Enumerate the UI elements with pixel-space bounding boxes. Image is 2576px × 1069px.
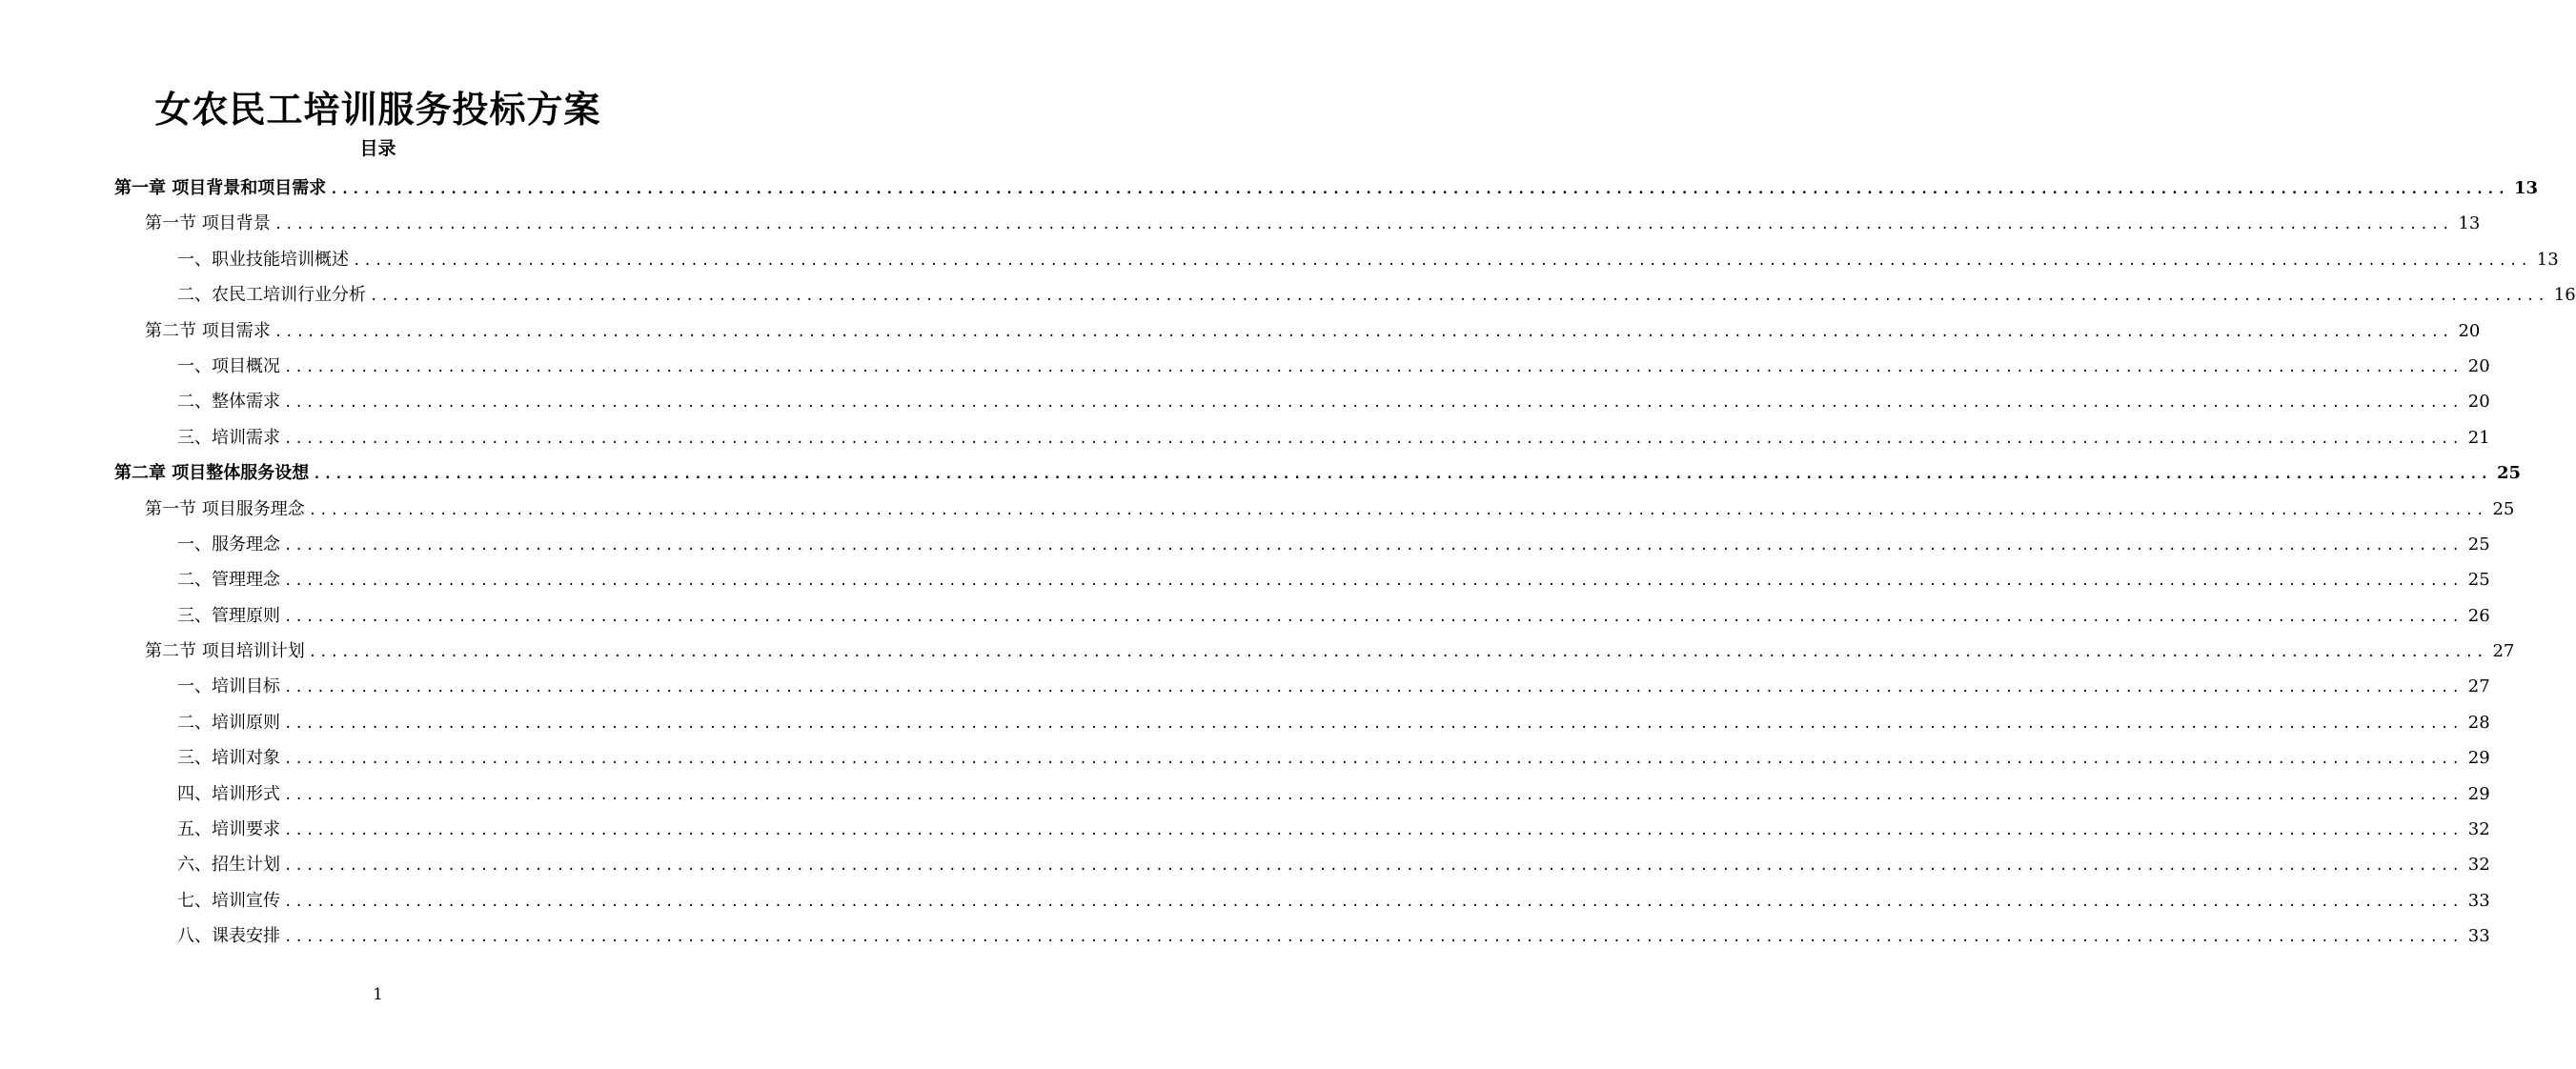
toc-leader-dots: ........................................................................................................................................................................................................ bbox=[353, 252, 2531, 269]
toc-entry-page: 33 bbox=[2467, 926, 2490, 947]
toc-entry-label: 七、培训宣传 bbox=[177, 890, 280, 911]
toc-entry-label: 八、课表安排 bbox=[177, 926, 280, 947]
toc-leader-dots: ........................................................................................................................................................................................................ bbox=[274, 324, 2453, 340]
toc-entry[interactable] bbox=[0, 242, 2559, 277]
toc-entry-page: 33 bbox=[2467, 890, 2490, 911]
toc-entry-label: 第二节 项目培训计划 bbox=[145, 641, 305, 662]
toc-entry[interactable] bbox=[0, 812, 2490, 847]
toc-leader-dots: ........................................................................................................................................................................................................ bbox=[284, 395, 2463, 412]
document-title: 女农民工培训服务投标方案 bbox=[154, 88, 601, 131]
table-of-contents bbox=[0, 171, 2576, 955]
toc-entry-label: 第二章 项目整体服务设想 bbox=[114, 463, 310, 484]
toc-entry-page: 29 bbox=[2467, 783, 2490, 804]
toc-entry[interactable] bbox=[0, 634, 2515, 669]
toc-leader-dots: ........................................................................................................................................................................................................ bbox=[274, 217, 2453, 233]
toc-entry-label: 三、管理原则 bbox=[177, 605, 280, 626]
toc-leader-dots: ........................................................................................................................................................................................................ bbox=[284, 930, 2463, 946]
toc-leader-dots: ........................................................................................................................................................................................................ bbox=[284, 537, 2463, 554]
toc-entry-page: 13 bbox=[2514, 178, 2539, 198]
toc-entry[interactable] bbox=[0, 669, 2490, 704]
toc-entry[interactable] bbox=[0, 349, 2490, 384]
toc-entry-page: 29 bbox=[2467, 748, 2490, 769]
toc-entry-label: 四、培训形式 bbox=[177, 783, 280, 804]
toc-entry-page: 20 bbox=[2458, 320, 2481, 341]
toc-leader-dots: ........................................................................................................................................................................................................ bbox=[284, 431, 2463, 447]
toc-leader-dots: ........................................................................................................................................................................................................ bbox=[284, 716, 2463, 732]
toc-leader-dots: ........................................................................................................................................................................................................ bbox=[284, 574, 2463, 590]
toc-entry-page: 21 bbox=[2467, 427, 2490, 448]
toc-heading: 目录 bbox=[359, 138, 396, 159]
toc-entry-label: 一、项目概况 bbox=[177, 355, 280, 376]
toc-entry-page: 32 bbox=[2467, 855, 2490, 876]
toc-entry[interactable] bbox=[0, 455, 2522, 491]
toc-leader-dots: ........................................................................................................................................................................................................ bbox=[284, 858, 2463, 875]
page-number: 1 bbox=[373, 985, 383, 1004]
toc-entry-page: 25 bbox=[2467, 534, 2490, 555]
toc-entry[interactable] bbox=[0, 777, 2490, 812]
toc-entry-label: 一、职业技能培训概述 bbox=[177, 249, 349, 270]
toc-entry-label: 三、培训需求 bbox=[177, 427, 280, 448]
toc-leader-dots: ........................................................................................................................................................................................................ bbox=[308, 502, 2487, 518]
toc-entry-page: 20 bbox=[2467, 392, 2490, 413]
toc-leader-dots: ........................................................................................................................................................................................................ bbox=[370, 289, 2548, 305]
toc-entry[interactable] bbox=[0, 705, 2490, 740]
toc-entry[interactable] bbox=[0, 598, 2490, 634]
toc-entry-label: 第二节 项目需求 bbox=[145, 320, 271, 341]
toc-entry[interactable] bbox=[0, 171, 2539, 206]
toc-leader-dots: ........................................................................................................................................................................................................ bbox=[284, 359, 2463, 375]
toc-leader-dots: ........................................................................................................................................................................................................ bbox=[284, 894, 2463, 910]
toc-entry[interactable] bbox=[0, 883, 2490, 918]
toc-leader-dots: ........................................................................................................................................................................................................ bbox=[284, 823, 2463, 839]
toc-entry[interactable] bbox=[0, 313, 2481, 349]
toc-entry-label: 第一节 项目背景 bbox=[145, 213, 271, 234]
toc-entry-label: 二、整体需求 bbox=[177, 392, 280, 413]
toc-entry[interactable] bbox=[0, 527, 2490, 562]
toc-entry-page: 27 bbox=[2492, 641, 2515, 662]
toc-entry-page: 28 bbox=[2467, 712, 2490, 733]
toc-entry-label: 六、招生计划 bbox=[177, 855, 280, 876]
toc-entry-page: 27 bbox=[2467, 676, 2490, 697]
toc-entry-label: 一、培训目标 bbox=[177, 676, 280, 697]
toc-entry[interactable] bbox=[0, 847, 2490, 882]
toc-leader-dots: ........................................................................................................................................................................................................ bbox=[284, 787, 2463, 803]
toc-leader-dots: ........................................................................................................................................................................................................ bbox=[330, 182, 2509, 197]
toc-leader-dots: ........................................................................................................................................................................................................ bbox=[284, 680, 2463, 696]
toc-entry[interactable] bbox=[0, 492, 2515, 527]
toc-entry-label: 三、培训对象 bbox=[177, 748, 280, 769]
toc-entry-label: 二、培训原则 bbox=[177, 712, 280, 733]
toc-entry-label: 一、服务理念 bbox=[177, 534, 280, 555]
toc-entry-page: 32 bbox=[2467, 819, 2490, 840]
toc-leader-dots: ........................................................................................................................................................................................................ bbox=[284, 609, 2463, 625]
toc-entry-page: 13 bbox=[2458, 213, 2481, 234]
toc-entry-page: 26 bbox=[2467, 605, 2490, 626]
toc-entry-page: 25 bbox=[2467, 570, 2490, 591]
toc-entry[interactable] bbox=[0, 420, 2490, 455]
toc-leader-dots: ........................................................................................................................................................................................................ bbox=[308, 645, 2487, 661]
toc-leader-dots: ........................................................................................................................................................................................................ bbox=[313, 467, 2492, 483]
toc-entry-page: 13 bbox=[2536, 249, 2559, 270]
toc-entry[interactable] bbox=[0, 384, 2490, 419]
toc-entry-page: 25 bbox=[2497, 463, 2522, 484]
toc-entry-label: 二、管理理念 bbox=[177, 570, 280, 591]
toc-leader-dots: ........................................................................................................................................................................................................ bbox=[284, 752, 2463, 768]
toc-entry[interactable] bbox=[0, 277, 2576, 313]
toc-entry[interactable] bbox=[0, 562, 2490, 597]
toc-entry-label: 第一节 项目服务理念 bbox=[145, 498, 305, 519]
toc-entry-page: 16 bbox=[2553, 285, 2576, 306]
toc-entry[interactable] bbox=[0, 918, 2490, 954]
toc-entry-page: 25 bbox=[2492, 498, 2515, 519]
toc-entry-page: 20 bbox=[2467, 355, 2490, 376]
toc-entry[interactable] bbox=[0, 206, 2481, 241]
toc-entry-label: 第一章 项目背景和项目需求 bbox=[114, 178, 327, 198]
toc-entry-label: 五、培训要求 bbox=[177, 819, 280, 840]
toc-entry-label: 二、农民工培训行业分析 bbox=[177, 285, 366, 306]
toc-entry[interactable] bbox=[0, 740, 2490, 776]
